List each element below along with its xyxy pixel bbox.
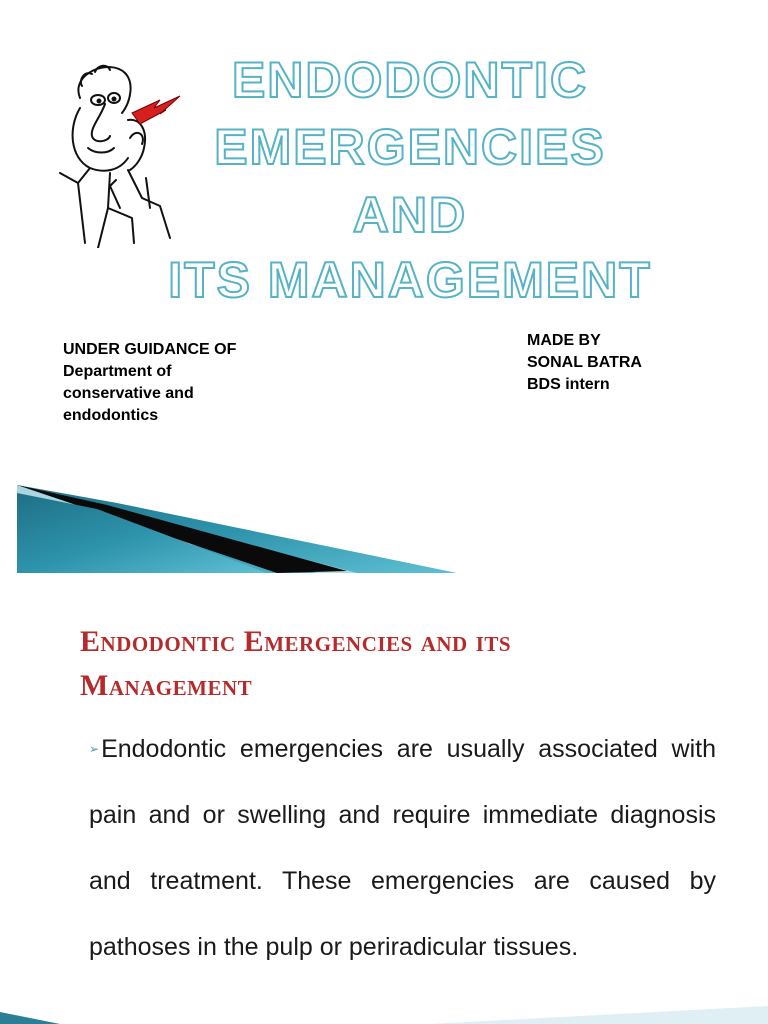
guidance-line: endodontics (63, 407, 159, 424)
title-line: EMERGENCIES (214, 119, 606, 175)
guidance-line: conservative and (63, 385, 194, 402)
author-role: BDS intern (527, 376, 610, 393)
content-slide (0, 580, 768, 1024)
author-heading: MADE BY (527, 332, 601, 349)
slide-title-line: Management (80, 669, 253, 702)
title-line: AND (352, 187, 468, 243)
author-name: SONAL BATRA (527, 354, 642, 371)
title-line: ENDODONTIC (231, 52, 589, 108)
guidance-block (63, 339, 293, 427)
guidance-heading: UNDER GUIDANCE OF (63, 341, 237, 358)
decorative-corner (0, 994, 768, 1024)
author-block (527, 330, 727, 396)
slide-title-line: Endodontic Emergencies and its (80, 625, 512, 658)
decorative-banner (17, 485, 457, 573)
title-line: ITS MANAGEMENT (168, 252, 652, 308)
slide-paragraph (89, 716, 716, 980)
arrow-bullet-icon: ➢ (89, 742, 100, 756)
guidance-line: Department of (63, 363, 172, 380)
slide-title (80, 620, 740, 708)
paragraph-text: Endodontic emergencies are usually associated with pain and or swelling and require immediate diagnosis and treatment. These emergencies are caused by pathoses in the pulp or periradicular tissues. (89, 735, 716, 961)
